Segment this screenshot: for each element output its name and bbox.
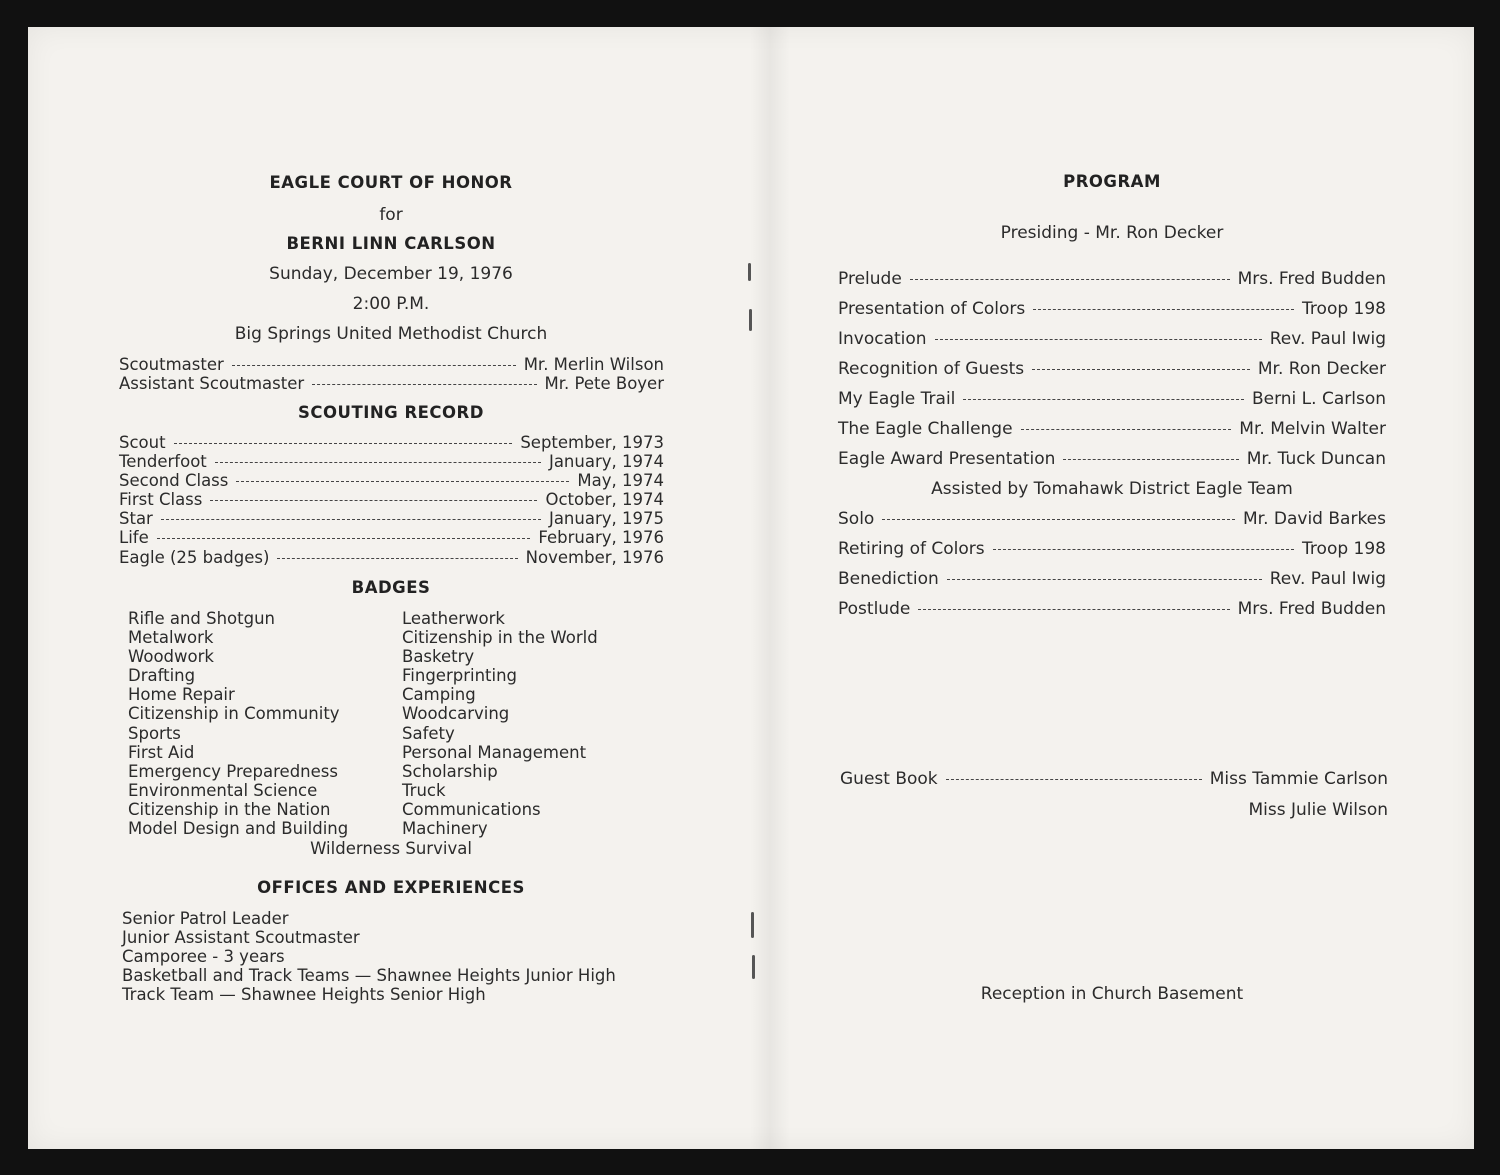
program-row [838,324,1386,354]
program-presenter: Troop 198 [1302,539,1386,559]
program-row [838,354,1386,384]
program-item: Presentation of Colors [838,299,1026,319]
dash-record [277,558,517,559]
rank-date: January, 1975 [548,509,664,529]
dash-program [947,579,1262,580]
badges-list [128,609,658,859]
program-item: My Eagle Trail [838,389,956,409]
leader-name: Mr. Merlin Wilson [523,355,664,374]
program-item: Recognition of Guests [838,359,1025,379]
badge-item: Truck [402,780,446,800]
badges-column-2 [402,609,662,838]
rank-date: February, 1976 [538,528,664,548]
center-fold [750,27,790,1149]
guest-book-row [840,764,1388,795]
leader-role: Assistant Scoutmaster [119,374,305,393]
leader-role: Scoutmaster [119,355,224,374]
badge-item: Metalwork [128,628,214,648]
badge-item: Basketry [402,647,475,667]
rank-name: Eagle (25 badges) [119,547,270,567]
program-row [838,384,1386,414]
program-presenter: Mrs. Fred Budden [1237,599,1386,619]
rank-date: October, 1974 [545,490,664,510]
badge-item: Drafting [128,666,196,686]
program-row [838,594,1386,624]
dash-program [963,399,1244,400]
badge-item: Home Repair [128,685,235,705]
badge-item: Leatherwork [402,609,505,628]
rank-name: Scout [119,433,166,452]
guest-book-attendant-2: Miss Julie Wilson [1248,800,1388,820]
program-booklet [28,27,1474,1149]
program-item: Postlude [838,599,911,619]
program-item: Prelude [838,269,902,289]
badge-item: Fingerprinting [402,666,518,686]
for-text: for [379,205,403,225]
office-item: Basketball and Track Teams — Shawnee Heights Junior High [122,966,616,986]
program-row [838,414,1386,444]
leader-row [119,374,664,393]
dash-program [1032,369,1250,370]
program-presenter: Mr. Tuck Duncan [1246,449,1386,469]
office-item: Junior Assistant Scoutmaster [122,928,360,948]
dash-program [935,339,1262,340]
badge-item: Machinery [402,819,488,839]
badge-item: Rifle and Shotgun [128,609,276,628]
program-item: Eagle Award Presentation [838,449,1056,469]
dash-record [210,500,537,501]
program-presenter: Mrs. Fred Budden [1237,269,1386,289]
program-item: Solo [838,509,875,529]
record-row [119,452,664,471]
badge-item: Emergency Preparedness [128,761,338,781]
program-item: Invocation [838,329,927,349]
dash-record [174,443,513,444]
staple-bottom [751,912,754,938]
rank-date: November, 1976 [525,547,664,567]
guest-book [840,764,1388,826]
record-row [119,548,664,567]
rank-name: Life [119,528,149,548]
reception-note: Reception in Church Basement [980,984,1244,1004]
dash-program [1021,429,1232,430]
program-row [838,534,1386,564]
staple-top-lower [749,309,752,331]
program-row [838,294,1386,324]
program-presenter: Rev. Paul Iwig [1269,569,1386,589]
dash-program [1033,309,1294,310]
program-item: The Eagle Challenge [838,419,1013,439]
record-row [119,528,664,547]
dash-program [918,609,1229,610]
badge-item: Camping [402,685,476,705]
office-item: Camporee - 3 years [122,947,285,967]
leader-row [119,355,664,374]
program-item: Benediction [838,569,939,589]
dash-leader [312,384,536,385]
record-row [119,433,664,452]
scouting-record-list [119,433,664,567]
dash-program [910,279,1230,280]
dash-program [993,549,1294,550]
presiding-line: Presiding - Mr. Ron Decker [1000,223,1224,243]
rank-date: January, 1974 [548,452,664,472]
offices-list [122,909,667,1004]
rank-name: Star [119,509,153,529]
leaders-list [119,355,664,393]
dash-program [1063,459,1238,460]
dash-program [882,519,1235,520]
rank-date: September, 1973 [520,433,664,452]
rank-date: May, 1974 [577,471,664,491]
badge-item: Communications [402,799,541,819]
honoree-name: BERNI LINN CARLSON [286,234,496,253]
event-time: 2:00 P.M. [352,294,430,314]
program-presenter: Rev. Paul Iwig [1269,329,1386,349]
badge-item: Woodwork [128,647,214,667]
dash-record [215,462,541,463]
badge-item: Personal Management [402,742,587,762]
badge-item: Citizenship in the World [402,628,598,648]
record-row [119,471,664,490]
event-title: EAGLE COURT OF HONOR [269,173,513,192]
program-row [838,504,1386,534]
program-presenter: Mr. Ron Decker [1257,359,1386,379]
badges-heading: BADGES [351,578,431,597]
rank-name: Tenderfoot [119,452,207,472]
badge-item: Woodcarving [402,704,510,724]
badge-item: Sports [128,723,181,743]
office-item: Senior Patrol Leader [122,909,289,928]
badge-item: Citizenship in the Nation [128,799,331,819]
badge-item: Model Design and Building [128,819,349,839]
rank-name: Second Class [119,471,229,491]
badge-item-last: Wilderness Survival [310,839,472,858]
badges-column-1 [128,609,398,838]
record-row [119,509,664,528]
assist-note: Assisted by Tomahawk District Eagle Team [931,479,1293,499]
event-date: Sunday, December 19, 1976 [269,264,513,284]
badge-item: Environmental Science [128,780,318,800]
program-item: Retiring of Colors [838,539,985,559]
badge-item: Safety [402,723,455,743]
staple-top [748,263,751,281]
rank-name: First Class [119,490,203,510]
dash-guest [946,779,1202,780]
scouting-record-heading: SCOUTING RECORD [298,403,484,422]
dash-record [236,481,569,482]
dash-leader [232,365,516,366]
office-item: Track Team — Shawnee Heights Senior High [122,985,486,1005]
guest-book-label: Guest Book [840,769,938,789]
record-row [119,490,664,509]
badge-item: First Aid [128,742,195,762]
badge-item: Scholarship [402,761,498,781]
program-presenter: Troop 198 [1302,299,1386,319]
program-presenter: Mr. Melvin Walter [1239,419,1386,439]
program-title: PROGRAM [1063,172,1161,191]
offices-heading: OFFICES AND EXPERIENCES [257,878,525,897]
event-location: Big Springs United Methodist Church [234,324,548,344]
guest-book-attendant: Miss Tammie Carlson [1209,769,1388,789]
dash-record [161,519,541,520]
program-list [838,264,1386,624]
dash-record [157,538,531,539]
leader-name: Mr. Pete Boyer [544,374,664,393]
program-presenter: Mr. David Barkes [1242,509,1386,529]
staple-bottom-lower [752,955,755,979]
program-row [838,564,1386,594]
program-presenter: Berni L. Carlson [1251,389,1386,409]
program-row [838,264,1386,294]
program-row [838,444,1386,474]
badge-item: Citizenship in Community [128,704,340,724]
